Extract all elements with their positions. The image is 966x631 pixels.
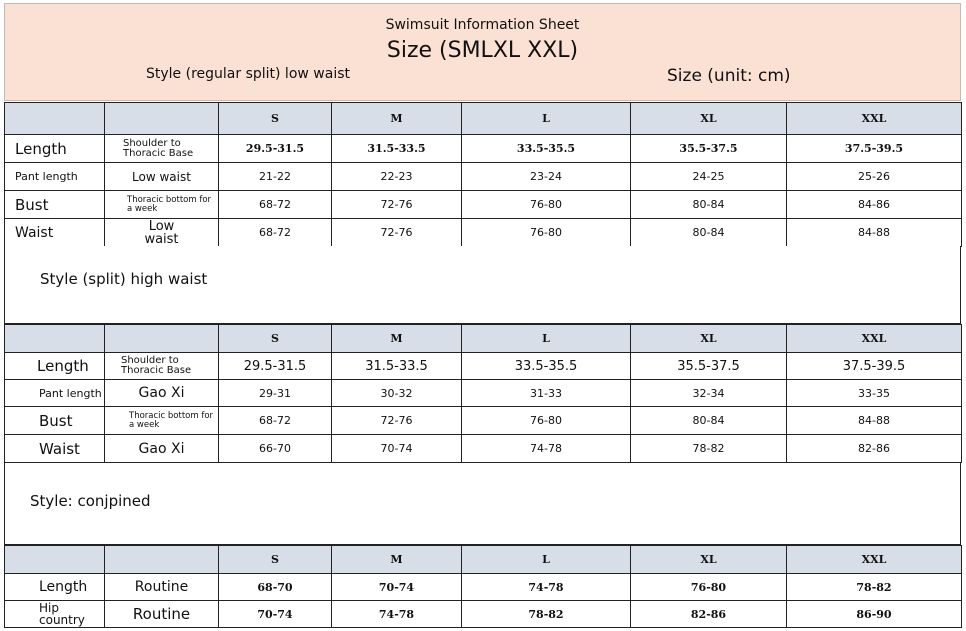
header-blank xyxy=(105,546,219,574)
size-value: 25-26 xyxy=(787,163,962,191)
size-value: 68-72 xyxy=(219,407,332,435)
table-row xyxy=(5,601,962,628)
size-header: XXL xyxy=(787,546,962,574)
measure-method: Routine xyxy=(105,574,219,601)
measure-method: Gao Xi xyxy=(105,435,219,463)
size-table-low-waist xyxy=(4,102,962,247)
size-header: M xyxy=(332,325,462,353)
measure-label: Length xyxy=(5,353,105,380)
measure-label: Length xyxy=(5,574,105,601)
measure-label: Pant length xyxy=(5,163,105,191)
size-value: 29-31 xyxy=(219,380,332,407)
header-blank xyxy=(5,546,105,574)
size-header: M xyxy=(332,546,462,574)
measure-label: Bust xyxy=(5,191,105,219)
table-header-row xyxy=(5,546,962,574)
measure-label: Pant length xyxy=(5,380,105,407)
size-value: 21-22 xyxy=(219,163,332,191)
size-table-high-waist xyxy=(4,324,962,463)
size-value: 82-86 xyxy=(631,601,787,628)
size-header: L xyxy=(462,325,631,353)
style-label: Style (regular split) low waist xyxy=(146,66,350,82)
size-header: S xyxy=(219,325,332,353)
size-value: 78-82 xyxy=(787,574,962,601)
header-blank xyxy=(105,103,219,135)
size-value: 37.5-39.5 xyxy=(787,353,962,380)
size-value: 76-80 xyxy=(462,191,631,219)
size-header: S xyxy=(219,546,332,574)
size-header: XL xyxy=(631,546,787,574)
size-value: 76-80 xyxy=(462,407,631,435)
header-blank xyxy=(5,325,105,353)
size-value: 66-70 xyxy=(219,435,332,463)
size-value: 31-33 xyxy=(462,380,631,407)
size-value: 33.5-35.5 xyxy=(462,353,631,380)
size-header: XL xyxy=(631,103,787,135)
measure-method: Shoulder to Thoracic Base xyxy=(105,353,219,380)
size-header: XXL xyxy=(787,325,962,353)
section-high-waist xyxy=(4,246,961,324)
size-value: 68-72 xyxy=(219,191,332,219)
size-value: 72-76 xyxy=(332,219,462,247)
size-header: XXL xyxy=(787,103,962,135)
size-value: 80-84 xyxy=(631,219,787,247)
measure-method: Thoracic bottom for a week xyxy=(105,407,219,435)
measure-method: Gao Xi xyxy=(105,380,219,407)
size-value: 84-86 xyxy=(787,191,962,219)
table-row xyxy=(5,163,962,191)
size-value: 23-24 xyxy=(462,163,631,191)
size-value: 74-78 xyxy=(462,435,631,463)
size-value: 35.5-37.5 xyxy=(631,135,787,163)
table-row xyxy=(5,353,962,380)
size-value: 32-34 xyxy=(631,380,787,407)
measure-label: Length xyxy=(5,135,105,163)
size-value: 74-78 xyxy=(332,601,462,628)
table-row xyxy=(5,435,962,463)
size-value: 31.5-33.5 xyxy=(332,135,462,163)
size-header: XL xyxy=(631,325,787,353)
size-value: 80-84 xyxy=(631,191,787,219)
size-value: 86-90 xyxy=(787,601,962,628)
size-value: 68-72 xyxy=(219,219,332,247)
size-value: 37.5-39.5 xyxy=(787,135,962,163)
header-blank xyxy=(105,325,219,353)
size-header: L xyxy=(462,103,631,135)
size-value: 68-70 xyxy=(219,574,332,601)
table-header-row xyxy=(5,325,962,353)
table-row xyxy=(5,407,962,435)
measure-method: Low waist xyxy=(105,219,219,247)
measure-label: Waist xyxy=(5,435,105,463)
size-value: 35.5-37.5 xyxy=(631,353,787,380)
unit-label: Size (unit: cm) xyxy=(667,66,791,86)
size-header: M xyxy=(332,103,462,135)
table-row xyxy=(5,219,962,247)
size-value: 70-74 xyxy=(332,574,462,601)
size-value: 31.5-33.5 xyxy=(332,353,462,380)
size-value: 33-35 xyxy=(787,380,962,407)
size-value: 76-80 xyxy=(631,574,787,601)
measure-label: Bust xyxy=(5,407,105,435)
sheet-subtitle: Swimsuit Information Sheet xyxy=(385,17,580,33)
size-header: L xyxy=(462,546,631,574)
size-value: 80-84 xyxy=(631,407,787,435)
size-value: 30-32 xyxy=(332,380,462,407)
table-header-row xyxy=(5,103,962,135)
size-value: 29.5-31.5 xyxy=(219,353,332,380)
table-row xyxy=(5,574,962,601)
size-value: 72-76 xyxy=(332,407,462,435)
size-value: 70-74 xyxy=(332,435,462,463)
size-value: 72-76 xyxy=(332,191,462,219)
size-header: S xyxy=(219,103,332,135)
measure-method: Low waist xyxy=(105,163,219,191)
section-label: Style (split) high waist xyxy=(40,270,208,288)
size-value: 78-82 xyxy=(631,435,787,463)
measure-label: Hip country xyxy=(5,601,105,628)
header-blank xyxy=(5,103,105,135)
size-value: 29.5-31.5 xyxy=(219,135,332,163)
size-value: 74-78 xyxy=(462,574,631,601)
section-conjoined xyxy=(4,463,961,545)
measure-method: Routine xyxy=(105,601,219,628)
size-value: 84-88 xyxy=(787,407,962,435)
sheet-header xyxy=(4,3,961,101)
size-value: 76-80 xyxy=(462,219,631,247)
size-value: 22-23 xyxy=(332,163,462,191)
measure-method: Thoracic bottom for a week xyxy=(105,191,219,219)
section-label: Style: conjpined xyxy=(30,492,151,510)
measure-method: Shoulder to Thoracic Base xyxy=(105,135,219,163)
sheet-title: Size (SMLXL XXL) xyxy=(386,38,579,63)
table-row xyxy=(5,191,962,219)
size-value: 84-88 xyxy=(787,219,962,247)
measure-label: Waist xyxy=(5,219,105,247)
table-row xyxy=(5,135,962,163)
table-row xyxy=(5,380,962,407)
size-value: 82-86 xyxy=(787,435,962,463)
size-table-conjoined xyxy=(4,545,962,628)
size-value: 33.5-35.5 xyxy=(462,135,631,163)
size-value: 78-82 xyxy=(462,601,631,628)
size-value: 24-25 xyxy=(631,163,787,191)
size-value: 70-74 xyxy=(219,601,332,628)
